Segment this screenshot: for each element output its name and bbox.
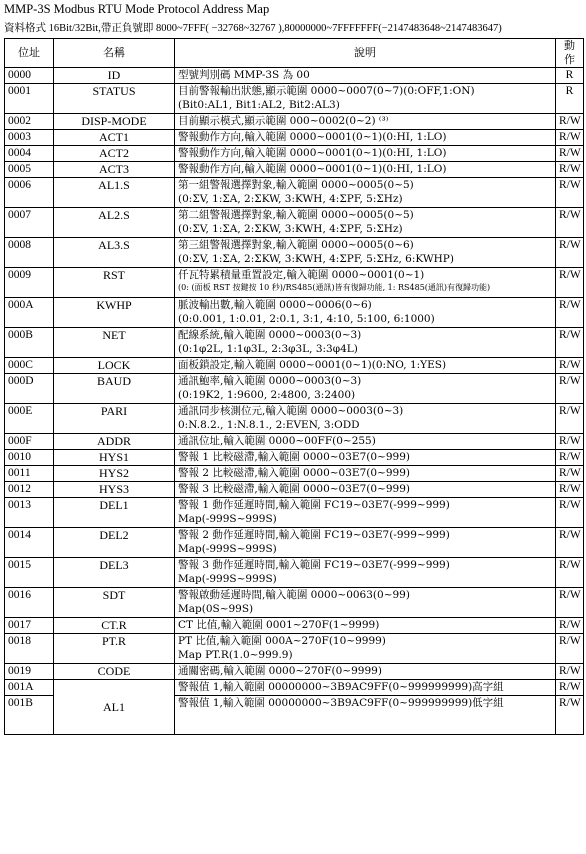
table-row	[5, 238, 584, 268]
cell-access: R/W	[556, 498, 584, 528]
cell-access: R/W	[556, 162, 584, 178]
table-row	[5, 482, 584, 498]
cell-access: R/W	[556, 588, 584, 618]
cell-description	[175, 374, 556, 404]
cell-description	[175, 358, 556, 374]
cell-access: R/W	[556, 146, 584, 162]
cell-description	[175, 130, 556, 146]
description-line: Map(-999S~999S)	[178, 543, 277, 555]
cell-description	[175, 558, 556, 588]
description-line: 第三組警報選擇對象,輸入範圍 0000~0005(0~6)	[178, 239, 414, 251]
table-row	[5, 130, 584, 146]
table-row	[5, 374, 584, 404]
cell-access: R/W	[556, 298, 584, 328]
cell-address: 001B	[5, 696, 54, 735]
cell-access: R/W	[556, 450, 584, 466]
cell-name: ACT2	[54, 146, 175, 162]
cell-access: R/W	[556, 634, 584, 664]
description-line: 脈波輸出數,輸入範圍 0000~0006(0~6)	[178, 299, 372, 311]
cell-name: AL1.S	[54, 178, 175, 208]
cell-description	[175, 84, 556, 114]
cell-name: CT.R	[54, 618, 175, 634]
description-line: 警報 1 比較磁滯,輸入範圍 0000~03E7(0~999)	[178, 451, 410, 463]
table-row	[5, 178, 584, 208]
cell-access: R/W	[556, 434, 584, 450]
cell-access: R/W	[556, 374, 584, 404]
cell-name: DEL1	[54, 498, 175, 528]
cell-description	[175, 268, 556, 298]
table-row	[5, 528, 584, 558]
description-line: 目前顯示模式,顯示範圍 000~0002(0~2) ⁽³⁾	[178, 115, 389, 127]
document-title: MMP-3S Modbus RTU Mode Protocol Address Map	[4, 2, 270, 16]
description-line: 通訊位址,輸入範圍 0000~00FF(0~255)	[178, 435, 376, 447]
description-line: 警報動作方向,輸入範圍 0000~0001(0~1)(0:HI, 1:LO)	[178, 147, 447, 159]
cell-address: 0009	[5, 268, 54, 298]
description-line: 0:N.8.2., 1:N.8.1., 2:EVEN, 3:ODD	[178, 419, 360, 431]
cell-description	[175, 498, 556, 528]
cell-description	[175, 146, 556, 162]
cell-description: 警報值 1,輸入範圍 00000000~3B9AC9FF(0~999999999)低字組	[175, 696, 556, 735]
header-description: 說明	[175, 39, 556, 68]
cell-address: 000D	[5, 374, 54, 404]
cell-description	[175, 68, 556, 84]
cell-name: RST	[54, 268, 175, 298]
cell-access: R	[556, 68, 584, 84]
description-line: PT 比值,輸入範圍 000A~270F(10~9999)	[178, 635, 386, 647]
table-row	[5, 68, 584, 84]
cell-address: 000B	[5, 328, 54, 358]
cell-name: DEL2	[54, 528, 175, 558]
cell-access: R/W	[556, 114, 584, 130]
description-line: 仟瓦特累積量重置設定,輸入範圍 0000~0001(0~1)	[178, 269, 425, 281]
cell-address: 0008	[5, 238, 54, 268]
cell-address: 000E	[5, 404, 54, 434]
description-line: (Bit0:AL1, Bit1:AL2, Bit2:AL3)	[178, 99, 340, 111]
cell-access: R/W	[556, 482, 584, 498]
table-row	[5, 558, 584, 588]
description-line: 通關密碼,輸入範圍 0000~270F(0~9999)	[178, 665, 382, 677]
table-row	[5, 498, 584, 528]
cell-description	[175, 634, 556, 664]
cell-description	[175, 208, 556, 238]
table-row	[5, 114, 584, 130]
cell-description	[175, 162, 556, 178]
cell-address: 0002	[5, 114, 54, 130]
cell-description: 警報值 1,輸入範圍 00000000~3B9AC9FF(0~999999999)高字組	[175, 680, 556, 696]
cell-access: R/W	[556, 404, 584, 434]
cell-address: 0003	[5, 130, 54, 146]
cell-description	[175, 404, 556, 434]
cell-description	[175, 298, 556, 328]
cell-access: R/W	[556, 528, 584, 558]
table-row	[5, 298, 584, 328]
description-line: 第二組警報選擇對象,輸入範圍 0000~0005(0~5)	[178, 209, 414, 221]
description-line: 警報啟動延遲時間,輸入範圍 0000~0063(0~99)	[178, 589, 410, 601]
cell-address: 000F	[5, 434, 54, 450]
cell-name: DISP-MODE	[54, 114, 175, 130]
description-line: 警報動作方向,輸入範圍 0000~0001(0~1)(0:HI, 1:LO)	[178, 131, 447, 143]
cell-name: AL2.S	[54, 208, 175, 238]
description-line: 警報 1 動作延遲時間,輸入範圍 FC19~03E7(-999~999)	[178, 499, 450, 511]
cell-name: ADDR	[54, 434, 175, 450]
cell-name: NET	[54, 328, 175, 358]
description-line: 警報 3 動作延遲時間,輸入範圍 FC19~03E7(-999~999)	[178, 559, 450, 571]
description-line: 通訊同步核測位元,輸入範圍 0000~0003(0~3)	[178, 405, 404, 417]
cell-description	[175, 178, 556, 208]
cell-address: 0006	[5, 178, 54, 208]
table-row	[5, 618, 584, 634]
description-line: CT 比值,輸入範圍 0001~270F(1~9999)	[178, 619, 380, 631]
cell-address: 0014	[5, 528, 54, 558]
table-row	[5, 146, 584, 162]
description-line: 警報動作方向,輸入範圍 0000~0001(0~1)(0:HI, 1:LO)	[178, 163, 447, 175]
description-line: 警報 2 比較磁滯,輸入範圍 0000~03E7(0~999)	[178, 467, 410, 479]
cell-address: 000C	[5, 358, 54, 374]
cell-name: ACT3	[54, 162, 175, 178]
cell-address: 0017	[5, 618, 54, 634]
cell-name: AL3.S	[54, 238, 175, 268]
table-row	[5, 434, 584, 450]
description-line: 目前警報輸出狀態,顯示範圍 0000~0007(0~7)(0:OFF,1:ON)	[178, 85, 475, 97]
description-line: 警報 3 比較磁滯,輸入範圍 0000~03E7(0~999)	[178, 483, 410, 495]
cell-description	[175, 434, 556, 450]
cell-access: R/W	[556, 558, 584, 588]
cell-address: 0011	[5, 466, 54, 482]
cell-name: ID	[54, 68, 175, 84]
cell-description	[175, 328, 556, 358]
cell-name: STATUS	[54, 84, 175, 114]
table-row	[5, 466, 584, 482]
cell-description	[175, 238, 556, 268]
description-line: 警報 2 動作延遲時間,輸入範圍 FC19~03E7(-999~999)	[178, 529, 450, 541]
description-line: Map PT.R(1.0~999.9)	[178, 649, 293, 661]
cell-address: 0005	[5, 162, 54, 178]
cell-address: 0013	[5, 498, 54, 528]
description-line: (0:ΣV, 1:ΣA, 2:ΣKW, 3:KWH, 4:ΣPF, 5:ΣHz)	[178, 223, 403, 235]
table-row	[5, 208, 584, 238]
cell-address: 0000	[5, 68, 54, 84]
description-line: Map(0S~99S)	[178, 603, 254, 615]
cell-address: 0001	[5, 84, 54, 114]
cell-address: 0007	[5, 208, 54, 238]
description-line: (0:19K2, 1:9600, 2:4800, 3:2400)	[178, 389, 356, 401]
cell-name: PT.R	[54, 634, 175, 664]
cell-access: R/W	[556, 238, 584, 268]
description-line: (0:0.001, 1:0.01, 2:0.1, 3:1, 4:10, 5:100, 6:1000)	[178, 313, 435, 325]
cell-name: ACT1	[54, 130, 175, 146]
cell-description	[175, 528, 556, 558]
header-access: 動作	[556, 39, 584, 68]
description-line: 配線系統,輸入範圍 0000~0003(0~3)	[178, 329, 362, 341]
description-line: 型號判別碼 MMP-3S 為 00	[178, 69, 310, 81]
cell-address: 0018	[5, 634, 54, 664]
cell-address: 0015	[5, 558, 54, 588]
table-row	[5, 680, 584, 696]
address-map-table	[4, 38, 584, 735]
cell-access: R/W	[556, 268, 584, 298]
table-row	[5, 162, 584, 178]
cell-name: DEL3	[54, 558, 175, 588]
cell-description	[175, 114, 556, 130]
cell-name: PARI	[54, 404, 175, 434]
cell-description	[175, 450, 556, 466]
description-line: (0:ΣV, 1:ΣA, 2:ΣKW, 3:KWH, 4:ΣPF, 5:ΣHz, 6:KWHP)	[178, 253, 454, 265]
table-row	[5, 664, 584, 680]
table-row	[5, 268, 584, 298]
cell-access: R/W	[556, 466, 584, 482]
cell-address: 001A	[5, 680, 54, 696]
cell-access: R	[556, 84, 584, 114]
table-row	[5, 84, 584, 114]
cell-address: 0016	[5, 588, 54, 618]
description-line: (0: (面板 RST 按鍵按 10 秒)/RS485(通訊)皆有復歸功能, 1: RS485(通訊)有復歸功能)	[178, 283, 491, 292]
cell-name: LOCK	[54, 358, 175, 374]
cell-address: 0019	[5, 664, 54, 680]
table-row	[5, 634, 584, 664]
description-line: 通訊鮑率,輸入範圍 0000~0003(0~3)	[178, 375, 362, 387]
cell-address: 0004	[5, 146, 54, 162]
cell-name: HYS3	[54, 482, 175, 498]
cell-name: BAUD	[54, 374, 175, 404]
cell-name: HYS2	[54, 466, 175, 482]
cell-access: R/W	[556, 208, 584, 238]
cell-access: R/W	[556, 618, 584, 634]
cell-access: R/W	[556, 130, 584, 146]
table-header-row	[5, 39, 584, 68]
table-row	[5, 450, 584, 466]
cell-address: 0012	[5, 482, 54, 498]
cell-description	[175, 618, 556, 634]
cell-access: R/W	[556, 680, 584, 696]
description-line: (0:1φ2L, 1:1φ3L, 2:3φ3L, 3:3φ4L)	[178, 343, 358, 355]
table-row	[5, 588, 584, 618]
table-row	[5, 404, 584, 434]
cell-access: R/W	[556, 178, 584, 208]
cell-name: SDT	[54, 588, 175, 618]
description-line: Map(-999S~999S)	[178, 513, 277, 525]
cell-access: R/W	[556, 358, 584, 374]
cell-description	[175, 664, 556, 680]
cell-name: HYS1	[54, 450, 175, 466]
cell-description	[175, 588, 556, 618]
cell-description	[175, 466, 556, 482]
description-line: 第一組警報選擇對象,輸入範圍 0000~0005(0~5)	[178, 179, 414, 191]
description-line: Map(-999S~999S)	[178, 573, 277, 585]
description-line: (0:ΣV, 1:ΣA, 2:ΣKW, 3:KWH, 4:ΣPF, 5:ΣHz)	[178, 193, 403, 205]
cell-name: CODE	[54, 664, 175, 680]
header-name: 名稱	[54, 39, 175, 68]
cell-name: AL1	[54, 680, 175, 735]
cell-access: R/W	[556, 328, 584, 358]
description-line: 面板鎖設定,輸入範圍 0000~0001(0~1)(0:NO, 1:YES)	[178, 359, 447, 371]
cell-address: 000A	[5, 298, 54, 328]
table-row	[5, 358, 584, 374]
cell-access: R/W	[556, 696, 584, 735]
data-format-note: 資料格式 16Bit/32Bit,帶正負號即 8000~7FFF( −32768~32767 ),80000000~7FFFFFFF(−2147483648~2147483647)	[4, 23, 502, 34]
cell-description	[175, 482, 556, 498]
cell-name: KWHP	[54, 298, 175, 328]
header-address: 位址	[5, 39, 54, 68]
cell-address: 0010	[5, 450, 54, 466]
table-row	[5, 328, 584, 358]
table-body	[5, 68, 584, 735]
cell-access: R/W	[556, 664, 584, 680]
